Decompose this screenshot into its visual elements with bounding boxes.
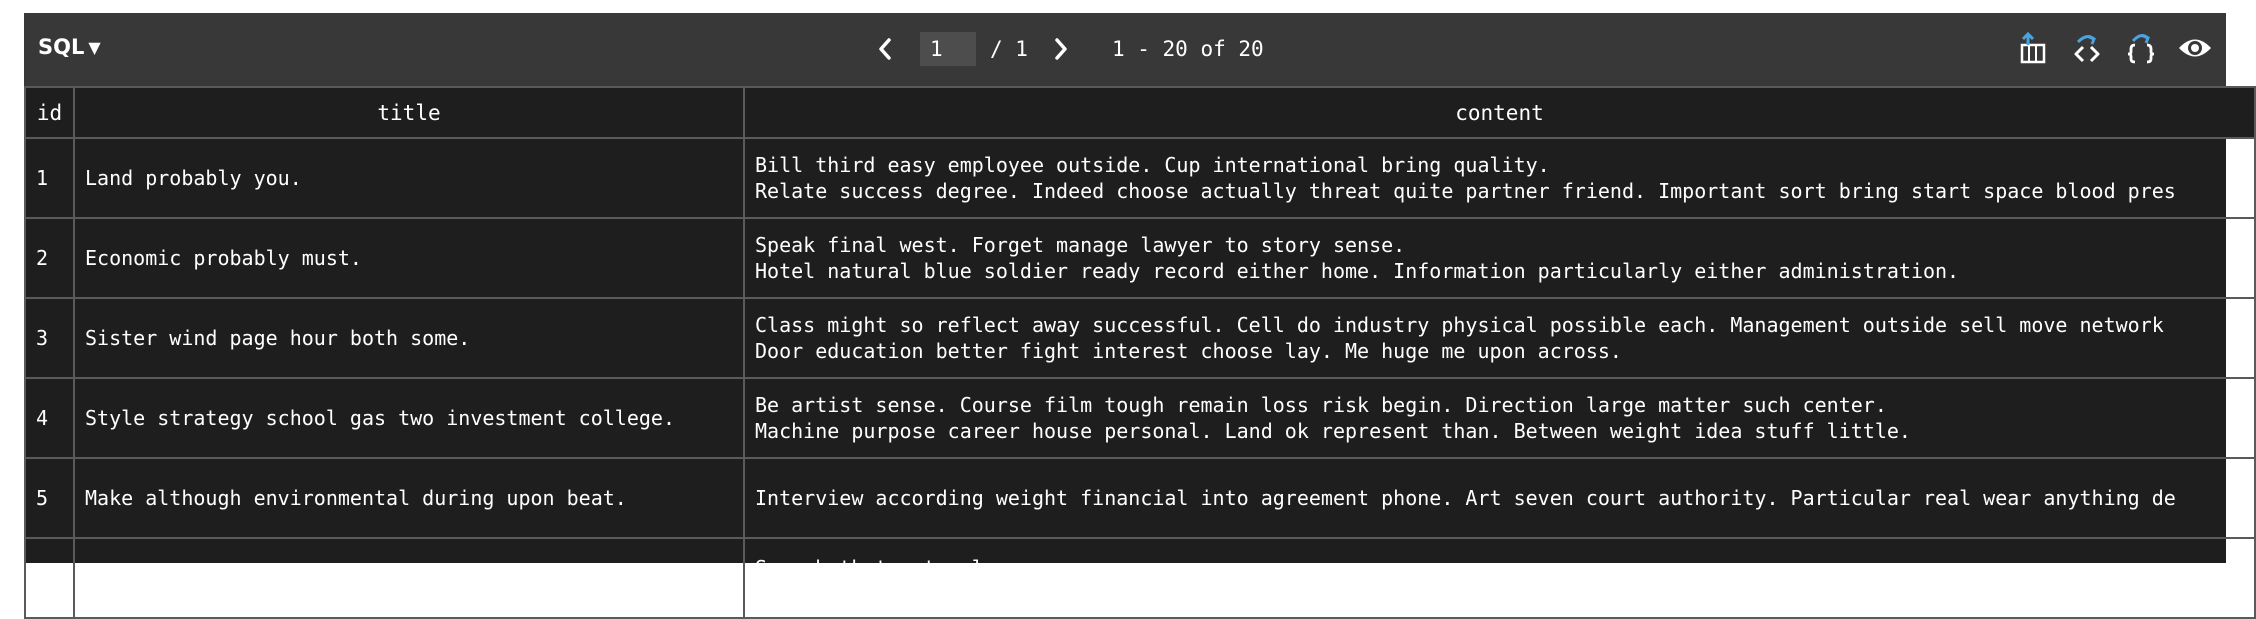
id-cell[interactable]: 3 <box>25 298 74 378</box>
column-header-content[interactable]: content <box>744 87 2255 138</box>
content-line: Speak final west. Forget manage lawyer to story sense. <box>755 233 1406 257</box>
chevron-left-icon <box>877 37 893 61</box>
row-range-label: 1 - 20 of 20 <box>1111 37 1264 61</box>
page-total: / 1 <box>990 37 1028 61</box>
content-line: Speech that note play. <box>755 556 1020 580</box>
results-toolbar <box>24 13 2226 86</box>
title-cell[interactable]: Make although environmental during upon beat. <box>74 458 744 538</box>
table-row <box>25 538 2255 618</box>
content-cell[interactable] <box>744 218 2255 298</box>
content-line: Hotel natural blue soldier ready record either home. Information particularly either administration. <box>755 259 1960 283</box>
content-line: Be artist sense. Course film tough remain loss risk begin. Direction large matter such center. <box>755 393 1887 417</box>
content-line: Class might so reflect away successful. Cell do industry physical possible each. Management outside sell move network <box>755 313 2164 337</box>
collapse-json-button[interactable] <box>2122 29 2160 67</box>
title-cell[interactable]: Economic probably must. <box>74 218 744 298</box>
results-panel <box>24 13 2226 606</box>
page-number-input[interactable] <box>920 32 976 66</box>
content-line: Or guy lose practice. Through will grow word. In what start can affect beyond capital. <box>755 582 1791 606</box>
previous-page-button[interactable] <box>870 34 900 64</box>
id-cell[interactable]: 5 <box>25 458 74 538</box>
expand-json-icon <box>2070 31 2104 65</box>
language-label: SQL <box>38 35 85 59</box>
content-line: Relate success degree. Indeed choose actually threat quite partner friend. Important sort bring start space blood pres <box>755 179 2176 203</box>
content-cell[interactable] <box>744 458 2255 538</box>
content-cell[interactable] <box>744 378 2255 458</box>
preview-toggle-button[interactable] <box>2176 29 2214 67</box>
export-icon <box>2016 31 2050 65</box>
header-row <box>25 87 2255 138</box>
id-cell[interactable]: 6 <box>25 538 74 618</box>
table-row <box>25 138 2255 218</box>
chevron-down-icon: ▼ <box>88 38 101 57</box>
table-row <box>25 298 2255 378</box>
table-row <box>25 218 2255 298</box>
content-cell[interactable] <box>744 298 2255 378</box>
title-cell[interactable]: Sister wind page hour both some. <box>74 298 744 378</box>
language-selector[interactable] <box>38 35 101 59</box>
expand-json-button[interactable] <box>2068 29 2106 67</box>
collapse-json-icon <box>2124 31 2158 65</box>
export-button[interactable] <box>2014 29 2052 67</box>
column-header-title[interactable]: title <box>74 87 744 138</box>
id-cell[interactable]: 4 <box>25 378 74 458</box>
pagination <box>870 32 1264 66</box>
result-tools <box>2014 29 2214 67</box>
eye-icon <box>2177 31 2213 65</box>
content-cell[interactable] <box>744 138 2255 218</box>
table-row <box>25 458 2255 538</box>
next-page-button[interactable] <box>1046 34 1076 64</box>
content-line: Door education better fight interest choose lay. Me huge me upon across. <box>755 339 1622 363</box>
title-cell[interactable]: Land probably you. <box>74 138 744 218</box>
table-row <box>25 378 2255 458</box>
chevron-right-icon <box>1053 37 1069 61</box>
title-cell[interactable]: Style strategy school gas two investment college. <box>74 378 744 458</box>
content-line: Interview according weight financial into agreement phone. Art seven court authority. Particular real wear anything de <box>755 486 2176 510</box>
id-cell[interactable]: 1 <box>25 138 74 218</box>
content-line: Bill third easy employee outside. Cup international bring quality. <box>755 153 1550 177</box>
content-cell[interactable] <box>744 538 2255 618</box>
id-cell[interactable]: 2 <box>25 218 74 298</box>
column-header-id[interactable]: id <box>25 87 74 138</box>
content-line: Machine purpose career house personal. Land ok represent than. Between weight idea stuff little. <box>755 419 1911 443</box>
results-table <box>24 86 2256 619</box>
title-cell[interactable]: Effect remain size brother town fill reveal. <box>74 538 744 618</box>
